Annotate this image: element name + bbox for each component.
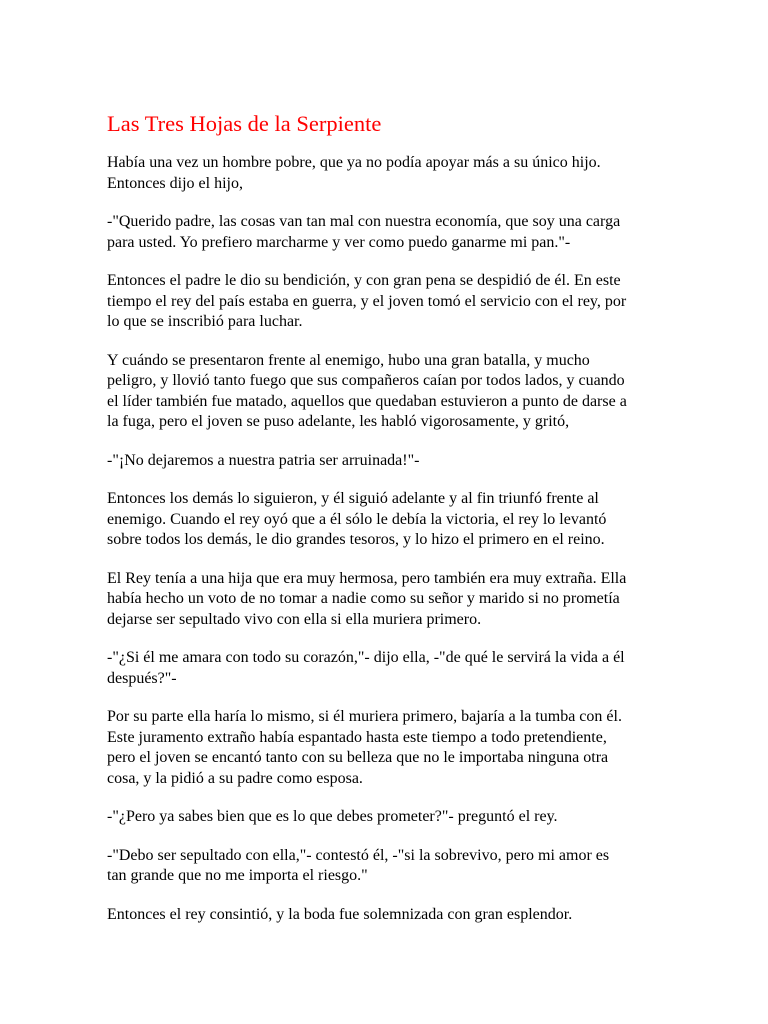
document-title: Las Tres Hojas de la Serpiente [107, 111, 382, 136]
paragraph: -"Debo ser sepultado con ella,"- contestó él, -"si la sobrevivo, pero mi amor es tan grande que no me importa el riesgo." [107, 846, 610, 884]
paragraph: -"¡No dejaremos a nuestra patria ser arruinada!"- [107, 451, 420, 469]
paragraph: Entonces el rey consintió, y la boda fue solemnizada con gran esplendor. [107, 905, 573, 923]
paragraph: Entonces los demás lo siguieron, y él siguió adelante y al fin triunfó frente al enemigo. Cuando el rey oyó que a él sólo le debía la victoria, el rey lo levantó sobre todos los demás, le dio grandes tesoros, y lo hizo el primero en el reino. [107, 490, 607, 548]
paragraph: -"Querido padre, las cosas van tan mal con nuestra economía, que soy una carga para usted. Yo prefiero marcharme y ver como puedo ganarme mi pan."- [107, 213, 621, 251]
document-page [107, 108, 707, 943]
paragraph: Y cuándo se presentaron frente al enemigo, hubo una gran batalla, y mucho peligro, y llovió tanto fuego que sus compañeros caían por todos lados, y cuando el líder también fue matado, aquellos que quedaban estuvieron a punto de darse a la fuga, pero el joven se puso adelante, les habló vigorosamente, y gritó, [107, 351, 627, 430]
paragraph: Entonces el padre le dio su bendición, y con gran pena se despidió de él. En este tiempo el rey del país estaba en guerra, y el joven tomó el servicio con el rey, por lo que se inscribió para luchar. [107, 272, 627, 330]
paragraph: Había una vez un hombre pobre, que ya no podía apoyar más a su único hijo. Entonces dijo el hijo, [107, 154, 601, 192]
paragraph: Por su parte ella haría lo mismo, si él muriera primero, bajaría a la tumba con él. Este juramento extraño había espantado hasta este tiempo a todo pretendiente, pero el joven se encantó tanto con su belleza que no le importaba ninguna otra cosa, y la pidió a su padre como esposa. [107, 708, 622, 787]
paragraph: -"¿Si él me amara con todo su corazón,"- dijo ella, -"de qué le servirá la vida a él después?"- [107, 649, 625, 687]
paragraph: El Rey tenía a una hija que era muy hermosa, pero también era muy extraña. Ella había hecho un voto de no tomar a nadie como su señor y marido si no prometía dejarse ser sepultado vivo con ella si ella muriera primero. [107, 569, 627, 628]
paragraph: -"¿Pero ya sabes bien que es lo que debes prometer?"- preguntó el rey. [107, 808, 558, 825]
